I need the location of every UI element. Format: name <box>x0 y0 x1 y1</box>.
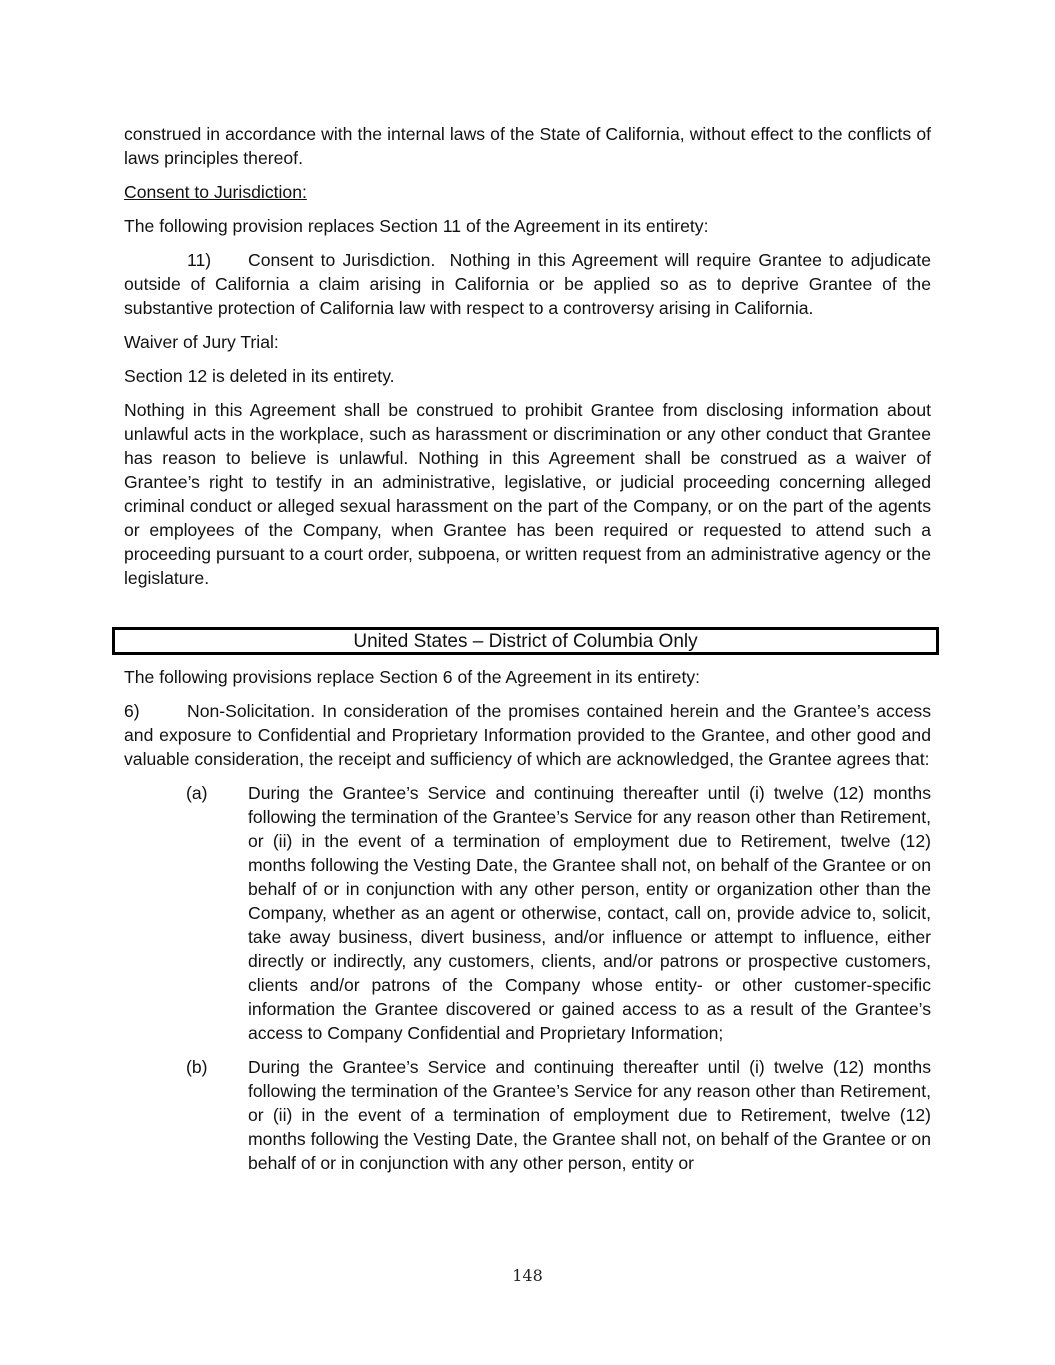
dc-banner-title: United States – District of Columbia Only <box>353 631 698 652</box>
section-12-deleted: Section 12 is deleted in its entirety. <box>124 366 395 386</box>
document-page <box>124 122 931 1185</box>
disclosure-paragraph: Nothing in this Agreement shall be construed to prohibit Grantee from disclosing information about unlawful acts in the workplace, such as harassment or discrimination or any other conduct that Grantee has reason to believe is unlawful. Nothing in this Agreement shall be construed as a waiver of Grantee’s right to testify in an administrative, legislative, or judicial proceeding concerning alleged criminal conduct or alleged sexual harassment on the part of the Company, or on the part of the agents or employees of the Company, when Grantee has been required or requested to attend such a proceeding pursuant to a court order, subpoena, or written request from an administrative agency or the legislature. <box>124 400 931 588</box>
section-6-body: In consideration of the promises contained herein and the Grantee’s access and exposure to Confidential and Proprietary Information provided to the Grantee, and other good and valuable consideration, the receipt and sufficiency of which are acknowledged, the Grantee agrees that: <box>124 701 932 769</box>
page-number: 148 <box>512 1266 543 1285</box>
clause-text: During the Grantee’s Service and continuing thereafter until (i) twelve (12) months following the termination of the Grantee’s Service for any reason other than Retirement, or (ii) in the event of a termination of employment due to Retirement, twelve (12) months following the Vesting Date, the Grantee shall not, on behalf of the Grantee or on behalf of or in conjunction with any other person, entity or <box>248 1057 931 1173</box>
section-6-title: Non-Solicitation. <box>187 701 316 721</box>
clause-item <box>124 781 931 1045</box>
governing-law-paragraph: construed in accordance with the internal laws of the State of California, without effect to the conflicts of laws principles thereof. <box>124 124 931 168</box>
dc-section-banner <box>112 627 939 655</box>
section-6-number: 6) <box>124 701 140 721</box>
consent-heading: Consent to Jurisdiction: <box>124 182 307 202</box>
jury-heading: Waiver of Jury Trial: <box>124 332 279 352</box>
section-6-paragraph <box>124 699 931 771</box>
clause-text: During the Grantee’s Service and continuing thereafter until (i) twelve (12) months following the termination of the Grantee’s Service for any reason other than Retirement, or (ii) in the event of a termination of employment due to Retirement, twelve (12) months following the Vesting Date, the Grantee shall not, on behalf of the Grantee or on behalf of or in conjunction with any other person, entity or organization other than the Company, whether as an agent or otherwise, contact, call on, provide advice to, solicit, take away business, divert business, and/or influence or attempt to influence, either directly or indirectly, any customers, clients, and/or patrons or prospective customers, clients and/or patrons of the Company whose entity- or other customer-specific information the Grantee discovered or gained access to as a result of the Grantee’s access to Company Confidential and Proprietary Information; <box>248 783 931 1043</box>
section-11-title: Consent to Jurisdiction. <box>248 250 436 270</box>
clause-label: (a) <box>186 783 208 803</box>
clause-label: (b) <box>186 1057 208 1077</box>
section-11-body: Nothing in this Agreement will require Grantee to adjudicate outside of California a claim arising in California or be applied so as to deprive Grantee of the substantive protection of California law with respect to a controversy arising in California. <box>124 250 932 318</box>
section-11-number: 11) <box>187 250 212 270</box>
dc-lead-paragraph: The following provisions replace Section 6 of the Agreement in its entirety: <box>124 667 701 687</box>
consent-lead-paragraph: The following provision replaces Section 11 of the Agreement in its entirety: <box>124 216 709 236</box>
clause-item <box>124 1055 931 1175</box>
section-11-paragraph <box>124 248 931 320</box>
